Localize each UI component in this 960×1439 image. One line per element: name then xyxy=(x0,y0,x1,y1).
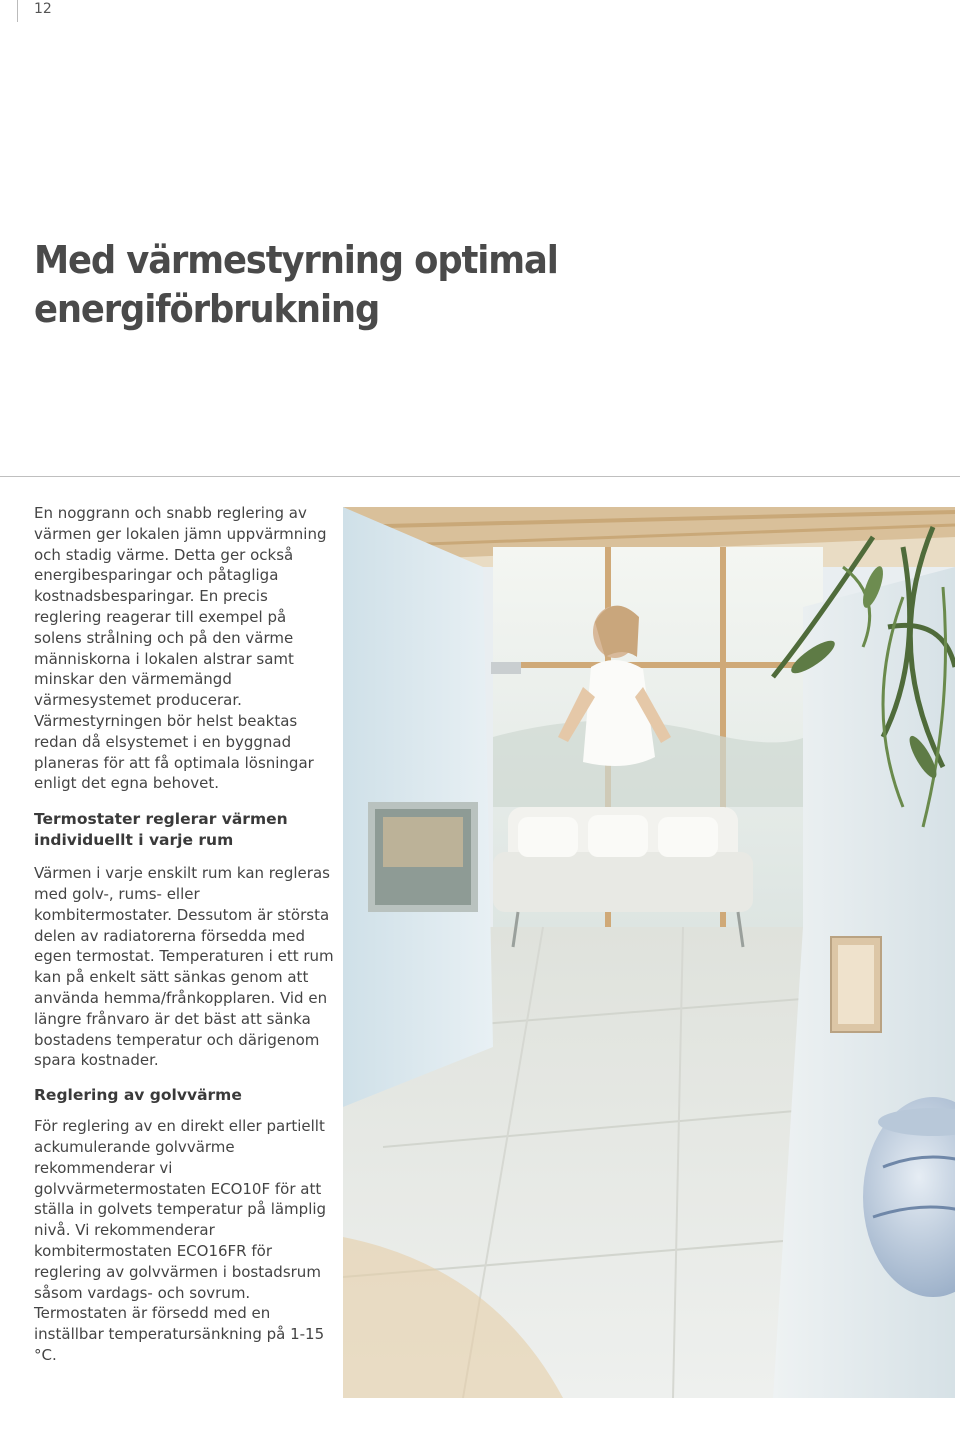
page-number: 12 xyxy=(34,1,52,17)
section-divider xyxy=(0,476,960,477)
title-line-2: energiförbrukning xyxy=(34,287,380,331)
floor-heating-paragraph: För reglering av en direkt eller partiellt ackumulerande golvvärme rekommenderar vi golvvärmetermostaten ECO10F för att ställa in golvets temperatur på lämplig nivå. Vi rekommenderar kombitermostaten ECO16FR för reglering av golvvärmen i bostadsrum såsom vardags- och sovrum. Termostaten är försedd med en inställbar temperatursänkning på 1-15 °C. xyxy=(34,1117,327,1364)
interior-photo xyxy=(343,507,955,1398)
thermostats-heading: Termostater reglerar värmen individuellt i varje rum xyxy=(34,810,288,850)
body-text-column xyxy=(34,503,334,1366)
page-title xyxy=(34,236,685,334)
floor-heating-heading: Reglering av golvvärme xyxy=(34,1086,242,1105)
thermostats-paragraph: Värmen i varje enskilt rum kan regleras med golv-, rums- eller kombitermostater. Dessutom är största delen av radiatorerna försedda med egen termostat. Temperaturen i ett rum kan på enkelt sätt sänkas genom att använda hemma/frånkopplaren. Vid en längre frånvaro är det bäst att sänka bostadens temperatur och därigenom spara kostnader. xyxy=(34,864,334,1070)
title-line-1: Med värmestyrning optimal xyxy=(34,238,558,282)
intro-paragraph: En noggrann och snabb reglering av värmen ger lokalen jämn uppvärmning och stadig värme. Detta ger också energibesparingar och påtagliga kostnadsbesparingar. En precis reglering reagerar till exempel på solens strålning och på den värme människorna i lokalen alstrar samt minskar den värmemängd värmesystemet producerar. Värmestyrningen bör helst beaktas redan då elsystemet i en byggnad planeras för att få optimala lösningar enligt det egna behovet. xyxy=(34,504,327,793)
margin-rule xyxy=(17,0,18,22)
